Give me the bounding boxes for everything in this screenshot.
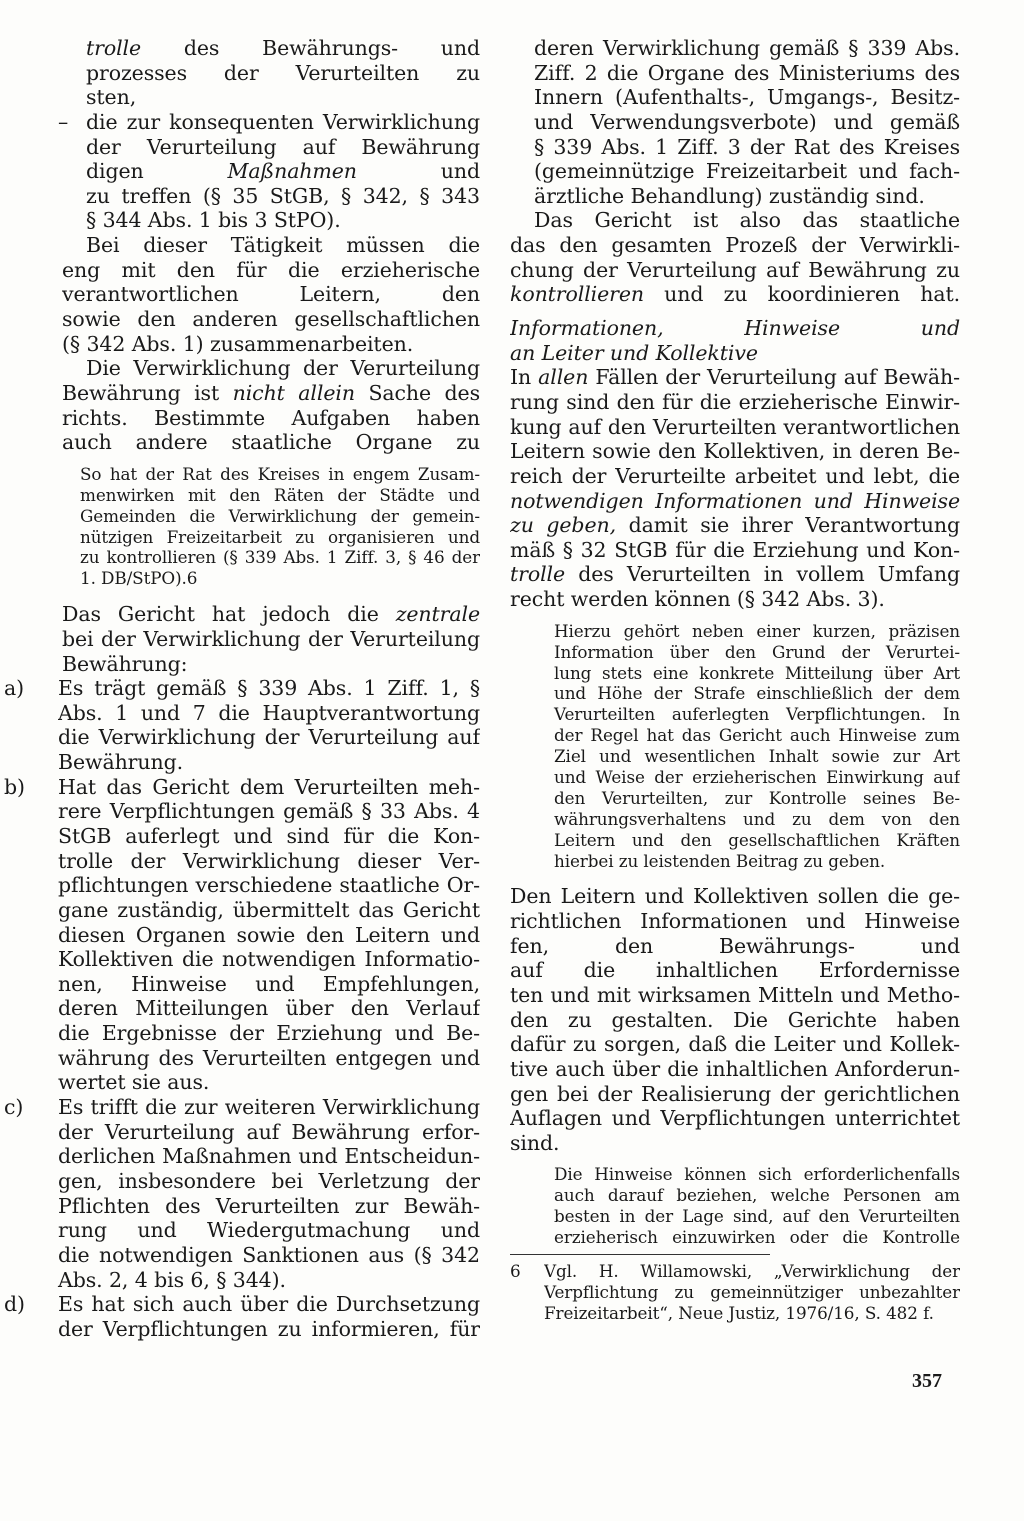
text-line: die notwendigen Sanktionen aus (§ 342 xyxy=(58,1242,480,1267)
text-line: Abs. 2, 4 bis 6, § 344). xyxy=(58,1267,286,1292)
text-line: trolle des Verurteilten in vollem Umfang xyxy=(510,562,960,587)
page-number: 357 xyxy=(912,1370,942,1392)
paragraph-ministry-organs xyxy=(510,36,960,208)
text-line: mäß § 32 StGB für die Erziehung und Kon- xyxy=(510,537,960,562)
text-line: diesen Organen sowie den Leitern und xyxy=(58,922,480,947)
text-line: Abs. 1 und 7 die Hauptverantwortung xyxy=(58,700,480,725)
section-heading xyxy=(510,316,960,365)
list-item xyxy=(4,774,480,1095)
text-line: Es hat sich auch über die Durchsetzung xyxy=(58,1292,480,1317)
text-line: Gemeinden die Verwirklichung der gemein- xyxy=(80,505,480,526)
text-line: und Verwendungsverbote) und gemäß xyxy=(534,109,960,134)
text-line: Ziff. 2 die Organe des Ministeriums des xyxy=(534,60,960,85)
text-line: erzieherisch einzuwirken oder die Kontrolle xyxy=(554,1227,960,1248)
text-line: und Weise der erzieherischen Einwirkung auf xyxy=(554,766,960,787)
text-line: den Verurteilten, zur Kontrolle seines Be- xyxy=(554,787,960,808)
text-line: dafür zu sorgen, daß die Leiter und Kollek- xyxy=(510,1032,960,1057)
text-line: 1. DB/StPO).6 xyxy=(80,568,198,589)
text-line: kung auf den Verurteilten verantwortlichen xyxy=(510,414,960,439)
text-line: tive auch über die inhaltlichen Anforderun- xyxy=(510,1056,960,1081)
text-line: § 344 Abs. 1 bis 3 StPO). xyxy=(86,208,341,233)
text-line: In allen Fällen der Verurteilung auf Bewäh- xyxy=(510,365,960,390)
text-line: Ziel und wesentlichen Inhalt sowie zur Art xyxy=(554,746,960,767)
text-line: fen, den Bewährungs- und xyxy=(510,933,960,958)
text-line: hierbei zu leistenden Beitrag zu geben. xyxy=(554,850,886,871)
text-line: der Verpflichtungen zu informieren, für xyxy=(58,1316,480,1341)
text-line: prozesses der Verurteilten zu xyxy=(86,60,480,85)
text-line: bei der Verwirklichung der Verurteilung xyxy=(62,626,480,651)
text-line: Pflichten des Verurteilten zur Bewäh- xyxy=(58,1193,480,1218)
text-line: Hierzu gehört neben einer kurzen, präzisen xyxy=(554,620,960,641)
text-line: die Ergebnisse der Erziehung und Be- xyxy=(58,1021,480,1046)
text-line: das den gesamten Prozeß der Verwirkli- xyxy=(510,233,960,258)
text-line: Die Hinweise können sich erforderlichenfalls xyxy=(554,1164,960,1185)
text-line: sind. xyxy=(510,1130,560,1155)
text-line: deren Verwirklichung gemäß § 339 Abs. xyxy=(534,36,960,60)
text-line: der Verurteilung auf Bewährung erfor- xyxy=(58,1119,480,1144)
text-line: Freizeitarbeit“, Neue Justiz, 1976/16, S. 482 f. xyxy=(544,1302,934,1323)
text-line: lung stets eine konkrete Mitteilung über Art xyxy=(554,662,960,683)
text-line: reich der Verurteilte arbeitet und lebt, die xyxy=(510,463,960,488)
text-line: nützigen Freizeitarbeit zu organisieren und xyxy=(80,526,480,547)
text-line: Das Gericht ist also das staatliche xyxy=(534,208,960,233)
text-line: richts. Bestimmte Aufgaben haben xyxy=(62,405,480,430)
text-line: Bewährung ist nicht allein Sache des xyxy=(62,380,480,405)
text-line: den zu gestalten. Die Gerichte haben xyxy=(510,1007,960,1032)
text-line: währung des Verurteilten entgegen und xyxy=(58,1045,480,1070)
list-item xyxy=(4,1095,480,1292)
text-line: zu treffen (§ 35 StGB, § 342, § 343 xyxy=(86,183,480,208)
text-line: an Leiter und Kollektive xyxy=(510,340,758,365)
list-item xyxy=(4,1292,480,1341)
list-marker: b) xyxy=(4,774,25,799)
dash-item-text xyxy=(62,110,480,233)
text-line: gane zuständig, übermittelt das Gericht xyxy=(58,897,480,922)
text-line: chung der Verurteilung auf Bewährung zu xyxy=(510,257,960,282)
text-line: recht werden können (§ 342 Abs. 3). xyxy=(510,587,885,612)
footnote-number: 6 xyxy=(510,1261,521,1282)
footnote xyxy=(510,1261,960,1324)
text-line: trolle des Bewährungs- und xyxy=(86,36,480,60)
small-print-information-content xyxy=(510,621,960,872)
text-line: sten, xyxy=(86,85,137,110)
text-line: Information über den Grund der Verurtei- xyxy=(554,641,960,662)
footnote-rule xyxy=(510,1254,770,1255)
text-line: auf die inhaltlichen Erfordernisse xyxy=(510,958,960,983)
text-line: wertet sie aus. xyxy=(58,1070,210,1095)
lettered-list xyxy=(4,676,480,1341)
paragraph-court-coordinates xyxy=(510,208,960,307)
text-line: Hat das Gericht dem Verurteilten meh- xyxy=(58,774,480,799)
text-line: Bei dieser Tätigkeit müssen die xyxy=(86,233,480,258)
small-print-hints xyxy=(510,1164,960,1248)
text-line: trolle der Verwirklichung dieser Ver- xyxy=(58,848,480,873)
paragraph-cooperation xyxy=(62,233,480,356)
paragraph-other-organs xyxy=(62,356,480,455)
text-line: Innern (Aufenthalts-, Umgangs-, Besitz- xyxy=(534,85,960,110)
list-marker: d) xyxy=(4,1292,25,1317)
text-line: zu geben, damit sie ihrer Verantwortung xyxy=(510,513,960,538)
paragraph-leaders-collectives xyxy=(510,884,960,1155)
text-line: rung und Wiedergutmachung und xyxy=(58,1218,480,1243)
text-line: Es trägt gemäß § 339 Abs. 1 Ziff. 1, § xyxy=(58,676,480,701)
text-line: auch darauf beziehen, welche Personen am xyxy=(554,1185,960,1206)
text-line: gen bei der Realisierung der gerichtlichen xyxy=(510,1081,960,1106)
text-line: verantwortlichen Leitern, den xyxy=(62,282,480,307)
text-line: Verpflichtung zu gemeinnütziger unbezahlter xyxy=(544,1281,960,1302)
text-line: § 339 Abs. 1 Ziff. 3 der Rat des Kreises xyxy=(534,134,960,159)
dash-marker: – xyxy=(58,109,69,134)
text-line: Es trifft die zur weiteren Verwirklichung xyxy=(58,1095,480,1120)
text-line: eng mit den für die erzieherische xyxy=(62,257,480,282)
text-line: Bewährung. xyxy=(58,750,184,775)
text-line: notwendigen Informationen und Hinweise xyxy=(510,488,960,513)
text-line: der Regel hat das Gericht auch Hinweise zum xyxy=(554,725,960,746)
text-line: der Verurteilung auf Bewährung xyxy=(86,134,480,159)
text-line: auch andere staatliche Organe zu xyxy=(62,430,480,455)
text-line: deren Mitteilungen über den Verlauf xyxy=(58,996,480,1021)
text-line: Kollektiven die notwendigen Informatio- xyxy=(58,947,480,972)
footnote-text xyxy=(544,1261,960,1324)
list-marker: c) xyxy=(4,1095,24,1120)
text-line: Leitern sowie den Kollektiven, in deren Be- xyxy=(510,439,960,464)
text-line: sowie den anderen gesellschaftlichen xyxy=(62,307,480,332)
list-item xyxy=(4,676,480,775)
text-line: die zur konsequenten Verwirklichung xyxy=(86,109,480,134)
text-line: ärztliche Behandlung) zuständig sind. xyxy=(534,183,925,208)
text-line: richtlichen Informationen und Hinweise xyxy=(510,909,960,934)
right-column xyxy=(510,36,960,1324)
text-line: Die Verwirklichung der Verurteilung xyxy=(86,356,480,381)
text-line: So hat der Rat des Kreises in engem Zusam- xyxy=(80,463,480,484)
text-line: rere Verpflichtungen gemäß § 33 Abs. 4 xyxy=(58,799,480,824)
paragraph-all-cases xyxy=(510,365,960,611)
text-line: derlichen Maßnahmen und Entscheidun- xyxy=(58,1144,480,1169)
text-line: nen, Hinweise und Empfehlungen, xyxy=(58,971,480,996)
text-line: kontrollieren und zu koordinieren hat. xyxy=(510,282,960,307)
text-line: Den Leitern und Kollektiven sollen die ge- xyxy=(510,884,960,909)
text-line: besten in der Lage sind, auf den Verurteilten xyxy=(554,1206,960,1227)
text-line: Auflagen und Verpflichtungen unterrichtet xyxy=(510,1106,960,1131)
text-line: rung sind den für die erzieherische Einwir- xyxy=(510,389,960,414)
small-print-council-note xyxy=(62,464,480,589)
text-line: Bewährung: xyxy=(62,651,188,676)
text-line: währungsverhaltens und zu dem von den xyxy=(554,808,960,829)
text-line: Das Gericht hat jedoch die zentrale xyxy=(62,602,480,627)
text-line: pflichtungen verschiedene staatliche Or- xyxy=(58,873,480,898)
text-line: die Verwirklichung der Verurteilung auf xyxy=(58,725,480,750)
text-line: und Höhe der Strafe einschließlich der dem xyxy=(554,683,960,704)
paragraph-continuation xyxy=(62,36,480,110)
text-line: (§ 342 Abs. 1) zusammenarbeiten. xyxy=(62,331,414,356)
text-line: Verurteilten auferlegten Verpflichtungen. In xyxy=(554,704,960,725)
text-line: digen Maßnahmen und xyxy=(86,159,480,184)
text-line: StGB auferlegt und sind für die Kon- xyxy=(58,824,480,848)
list-marker: a) xyxy=(4,676,25,701)
paragraph-central-position xyxy=(62,602,480,676)
text-line: gen, insbesondere bei Verletzung der xyxy=(58,1168,480,1193)
left-column xyxy=(4,36,480,1341)
text-line: zu kontrollieren (§ 339 Abs. 1 Ziff. 3, § 46 der xyxy=(80,547,480,568)
text-line: menwirken mit den Räten der Städte und xyxy=(80,484,480,505)
text-line: Informationen, Hinweise und xyxy=(510,316,960,341)
text-line: Leitern und den gesellschaftlichen Kräften xyxy=(554,829,960,850)
text-line: Vgl. H. Willamowski, „Verwirklichung der xyxy=(544,1261,960,1282)
dash-list-item xyxy=(58,109,480,233)
text-line: ten und mit wirksamen Mitteln und Metho- xyxy=(510,982,960,1007)
text-line: (gemeinnützige Freizeitarbeit und fach- xyxy=(534,159,960,184)
